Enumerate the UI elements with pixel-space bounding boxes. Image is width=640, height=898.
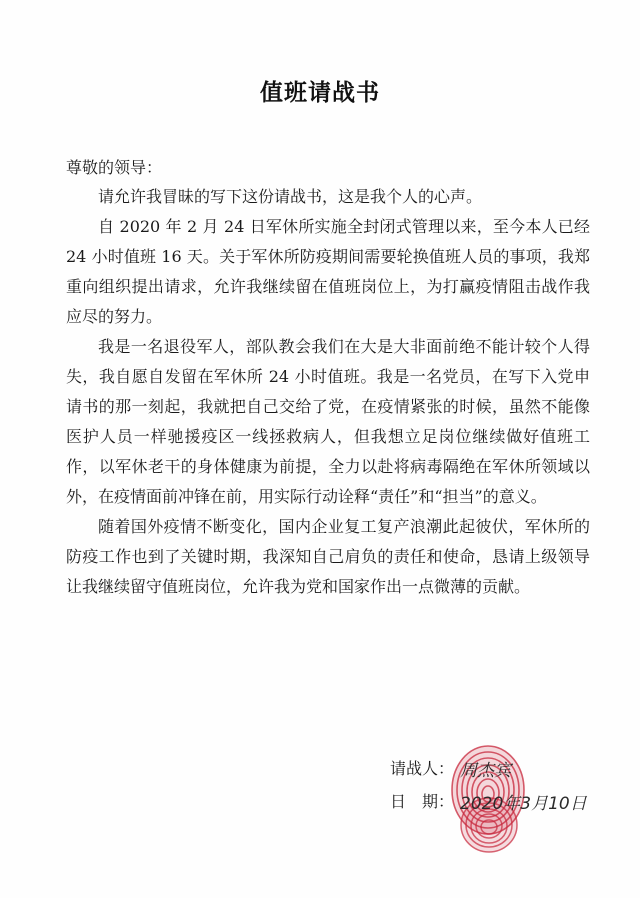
paragraph-2: 自 2020 年 2 月 24 日军休所实施全封闭式管理以来，至今本人已经 24 小时值班 16 天。关于军休所防疫期间需要轮换值班人员的事项，我郑重向组织提出请求，允许我继续留在值班岗位上，为打赢疫情阻击战作我应尽的努力。 xyxy=(66,217,590,326)
page-title: 值班请战书 xyxy=(260,80,380,106)
signature-label: 请战人： xyxy=(390,759,455,778)
paragraph-1: 请允许我冒昧的写下这份请战书，这是我个人的心声。 xyxy=(98,187,483,206)
letter-body xyxy=(66,182,590,602)
salutation: 尊敬的领导： xyxy=(66,158,163,177)
paragraph-3: 我是一名退役军人，部队教会我们在大是大非面前绝不能计较个人得失，我自愿自发留在军休所 24 小时值班。我是一名党员，在写下入党申请书的那一刻起，我就把自己交给了党，在疫情紧张的时候，虽然不能像医护人员一样驰援疫区一线拯救病人，但我想立足岗位继续做好值班工作，以军休老干的身体健康为前提，全力以赴将病毒隔绝在军休所领域以外，在疫情面前冲锋在前，用实际行动诠释“责任”和“担当”的意义。 xyxy=(66,337,590,506)
date-label: 日 期： xyxy=(390,792,455,811)
signature-name: 周杰宾 xyxy=(460,761,511,781)
paragraph-4: 随着国外疫情不断变化，国内企业复工复产浪潮此起彼伏，军休所的防疫工作也到了关键时期，我深知自己肩负的责任和使命，恳请上级领导让我继续留守值班岗位，允许我为党和国家作出一点微薄的贡献。 xyxy=(66,517,590,596)
date-value: 2020年3月10日 xyxy=(460,794,587,814)
